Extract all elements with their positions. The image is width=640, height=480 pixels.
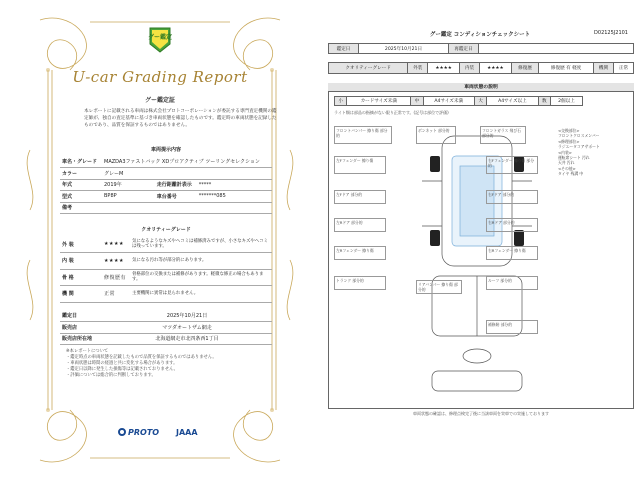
report-intro: 本レポートに記載される車両は株式会社プロトコーポレーションが委託する専門査定機関の鑑定師が、独自の査定基準に基づき車両状態を確認したものです。鑑定時の車両状態を記録したものであり、品質を保証するものではありません。 [84, 109, 277, 129]
quality-stars: ★★★★ [102, 236, 130, 253]
note-line: ・鑑定日以降に発生した損傷等は記載されておりません。 [66, 367, 178, 373]
quality-text: 主要機関に異常は見られません。 [130, 286, 272, 303]
table-row [60, 322, 272, 334]
damage-note-box: 補修跡 部分的 [486, 320, 538, 334]
proto-logo [118, 428, 159, 437]
table-row [329, 63, 634, 74]
grade-cell: 外装 [408, 63, 428, 74]
field-value [102, 202, 272, 214]
field-value: ***** [197, 179, 272, 191]
parts-note-line: <修理部位> [558, 138, 580, 144]
parts-note-line: <その他> [558, 165, 576, 171]
field-value: グレーM [102, 168, 272, 180]
appraisal-date-value: 2025年10月21日 [102, 310, 272, 322]
grade-cell: クオリティーグレード [329, 63, 408, 74]
table-row [60, 310, 272, 322]
address-value: 北海道網走市北四条西1丁目 [102, 333, 272, 345]
quality-label: 骨 格 [60, 269, 102, 286]
note-line: ・車両状態は時間の経過と共に変化する場合があります。 [66, 361, 178, 367]
note-line: ・鑑定時点の車両状態を記載したもので品質を保証するものではありません。 [66, 355, 217, 361]
parts-note-line: フロントクロスメンバー [558, 133, 600, 139]
table-row [60, 286, 272, 303]
damage-note-box: トランク 部分的 [334, 276, 386, 290]
grade-cell: ★★★★ [428, 63, 460, 74]
proto-logo-text: PROTO [128, 428, 160, 437]
table-row [60, 191, 272, 203]
damage-note-box: リアバンパー 擦り傷 部分的 [416, 280, 462, 294]
table-row [329, 44, 634, 54]
appraisal-date-table [328, 43, 634, 54]
field-value: BP8P [102, 191, 155, 203]
grade-cell: 修復歴 有 軽度 [539, 63, 594, 74]
grade-cell: 機関 [594, 63, 614, 74]
note-line: ※本レポートについて [66, 349, 109, 354]
damage-note-box: ボンネット 部分的 [416, 126, 456, 144]
quality-section-title: クオリティーグレード [141, 227, 191, 233]
quality-label: 機 関 [60, 286, 102, 303]
field-label: 年式 [60, 179, 102, 191]
damage-note-box: 右Fフェンダー 擦り傷 部分的 [486, 156, 538, 174]
parts-note-line: 天井 汚れ [558, 160, 575, 166]
damage-note-box: 左Rドア 部分的 [334, 218, 386, 232]
field-label: 車名・グレード [60, 156, 102, 168]
table-row [60, 202, 272, 214]
condition-check-sheet [320, 0, 640, 480]
quality-text: 骨格部位の交換または補修があります。軽微な修正の場合もあります。 [130, 269, 272, 286]
reappraisal-value [479, 44, 634, 54]
shop-name: マツダオートザム網走 [102, 322, 272, 334]
vehicle-section-title: 車両提示内容 [150, 147, 181, 153]
report-notes [66, 349, 270, 379]
damage-note-box: 左Fドア 部分的 [334, 190, 386, 204]
damage-note-box: フロントバンパー 擦り傷 部分的 [334, 126, 392, 144]
damage-note-box: フロントガラス 飛び石 部分的 [480, 126, 526, 144]
table-row [60, 179, 272, 191]
damage-note-box: ルーフ 部分的 [486, 276, 538, 290]
report-heading: U-car Grading Report [72, 68, 248, 86]
sheet-footer-note: 車両状態の確認は、修理点検完了後に当該車両を実車での実施しております [413, 411, 549, 416]
size-legend-cell: 2個以上 [550, 97, 582, 106]
grade-cell: 修復歴 [511, 63, 538, 74]
appraisal-info-table [60, 310, 272, 345]
quality-stars: 正常 [102, 286, 130, 303]
table-row [60, 333, 272, 345]
damage-note-box: 右Fドア 部分的 [486, 190, 538, 204]
damage-note-box: 右Rフェンダー 擦り傷 [486, 246, 538, 260]
size-legend-cell: 中 [411, 97, 423, 106]
appraisal-date-label: 鑑定日 [60, 310, 102, 322]
table-row [60, 156, 272, 168]
field-value: MAZDA3ファストバック XDプロアクティブ ツーリングセレクション [102, 156, 272, 168]
size-legend-cell: カードサイズ未満 [347, 97, 411, 106]
size-legend-cell: 小 [335, 97, 347, 106]
jaaa-logo [176, 428, 198, 437]
appraisal-date-label: 鑑定日 [329, 44, 359, 54]
parts-note-line: <内装> [558, 149, 572, 155]
damage-note-box: 左Rフェンダー 擦り傷 [334, 246, 386, 260]
parts-note-line: タイヤ 残溝 中 [558, 171, 584, 177]
damage-size-legend [334, 96, 583, 106]
quality-text: 気になる汚れ等が部分的にあります。 [130, 253, 272, 270]
size-legend-cell: A4サイズ以上 [487, 97, 538, 106]
shop-label: 販売店 [60, 322, 102, 334]
size-legend-cell: 大 [474, 97, 486, 106]
grade-cell: 内装 [460, 63, 480, 74]
grade-summary-table [328, 62, 634, 74]
field-value: 2019年 [102, 179, 155, 191]
field-label: 備考 [60, 202, 102, 214]
address-label: 販売店所在地 [60, 333, 102, 345]
quality-text: 気になるようなキズやヘコミは補修済みですが、小さなキズやヘコミは残っています。 [130, 236, 272, 253]
damage-note-box: 左Fフェンダー 擦り傷 [334, 156, 386, 174]
field-label: カラー [60, 168, 102, 180]
damage-note-box: 右Rドア 部分的 [486, 218, 538, 232]
appraisal-date-value: 2025年10月21日 [359, 44, 449, 54]
parts-note-line: ラジエータコアサポート [558, 144, 600, 150]
badge-text: グー鑑定 [148, 34, 172, 41]
note-line: ・評価については総合的に判断しております。 [66, 373, 156, 379]
parts-note-line: <交換部位> [558, 128, 580, 133]
field-label: 型式 [60, 191, 102, 203]
diagram-title: 車両状態の説明 [328, 83, 634, 92]
quality-grade-table [60, 236, 272, 303]
size-legend-cell: A4サイズ未満 [423, 97, 474, 106]
vehicle-info-table [60, 156, 272, 214]
field-value: *******085 [197, 191, 272, 203]
grade-cell: ★★★★ [479, 63, 511, 74]
table-row [60, 269, 272, 286]
size-legend-cell: 数 [538, 97, 550, 106]
goo-appraisal-badge-icon [148, 26, 172, 54]
table-row [60, 253, 272, 270]
parts-note-line: 運転席シート 汚れ [558, 155, 590, 161]
table-row [335, 97, 583, 106]
legend-text: ライト類は部品の指摘がない限り正常です。(記号は部位で評価) [334, 110, 449, 115]
parts-notes [558, 128, 630, 177]
jaaa-logo-text: JAAA [176, 428, 198, 437]
quality-label: 内 装 [60, 253, 102, 270]
quality-stars: ★★★★ [102, 253, 130, 270]
table-row [60, 168, 272, 180]
reappraisal-label: 再鑑定日 [449, 44, 479, 54]
quality-label: 外 装 [60, 236, 102, 253]
sheet-title: グー鑑定 コンディションチェックシート [429, 32, 531, 38]
table-row [60, 236, 272, 253]
sheet-code: D02125J2101 [594, 30, 628, 36]
grade-cell: 正常 [613, 63, 633, 74]
proto-mark-icon [118, 428, 126, 436]
quality-stars: 修復歴有 [102, 269, 130, 286]
field-label: 走行距離計表示 [155, 179, 197, 191]
report-subheading: グー鑑定証 [144, 97, 175, 104]
field-label: 車台番号 [155, 191, 197, 203]
